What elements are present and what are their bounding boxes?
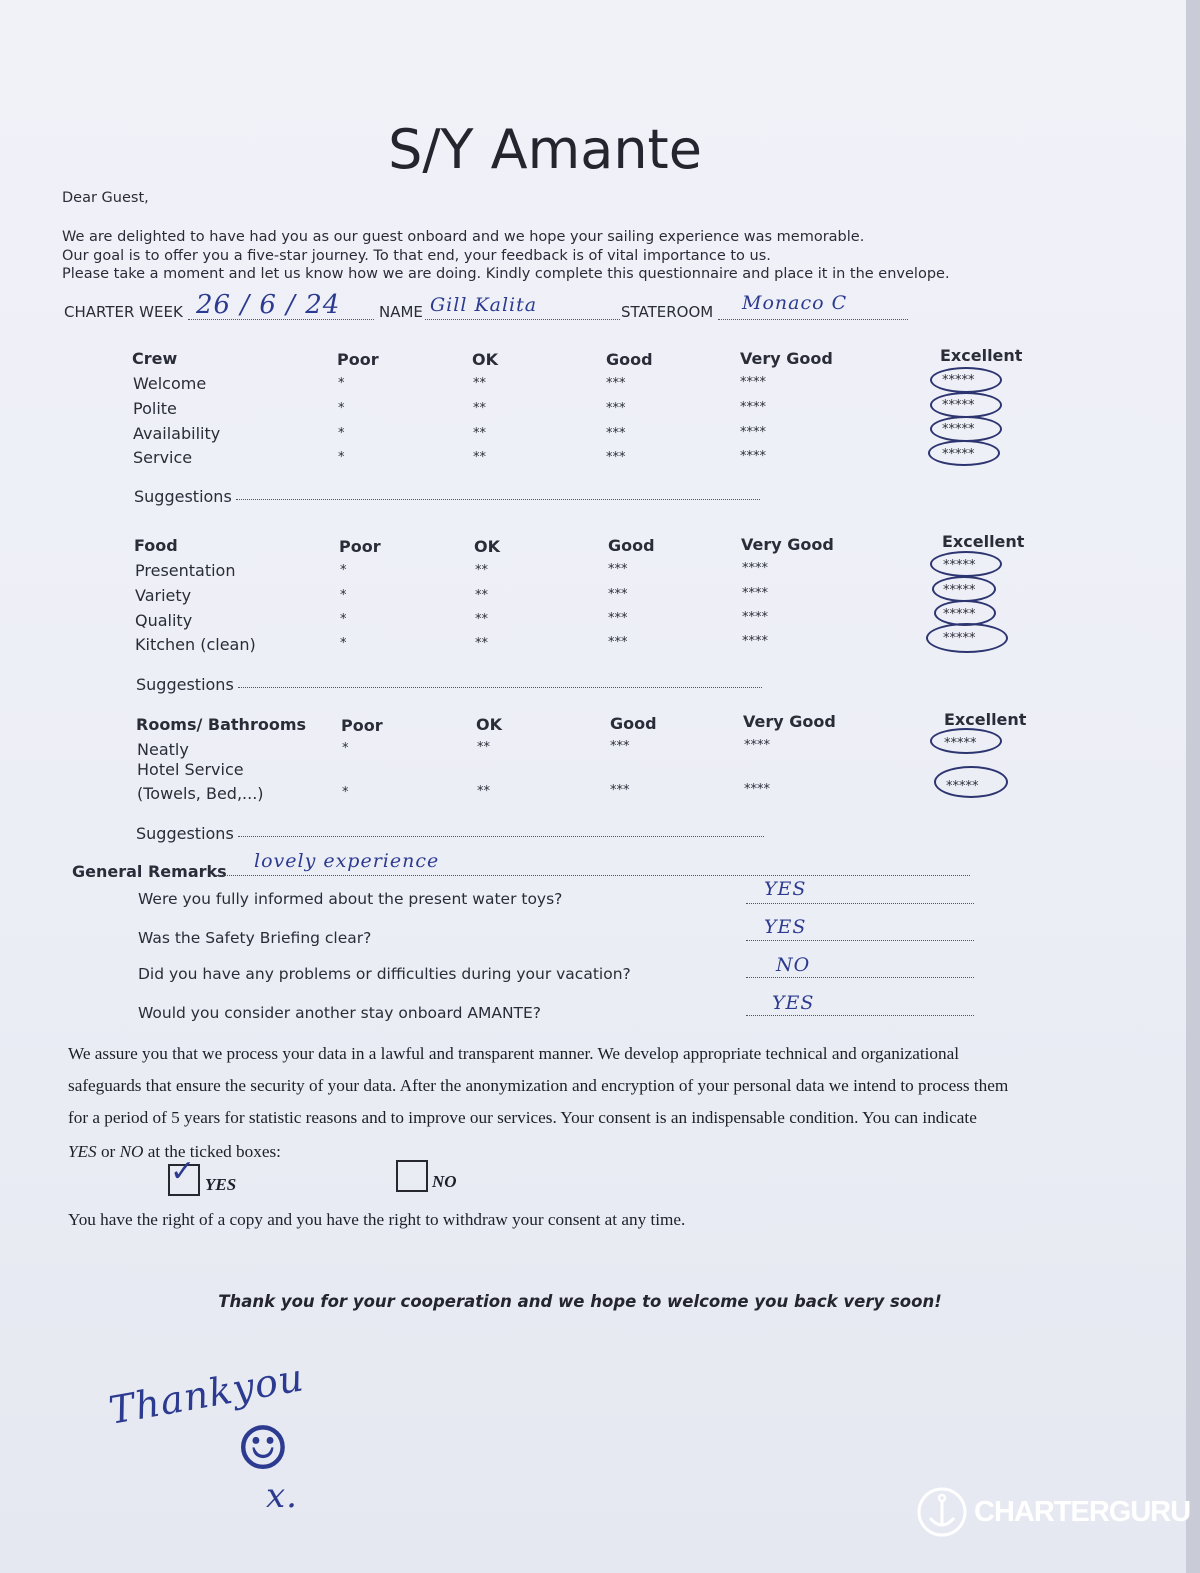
star-rating-5[interactable]: ***** [943,607,976,622]
star-rating-4[interactable]: **** [742,561,768,576]
charterguru-logo [916,1486,1190,1538]
anchor-icon [916,1486,968,1538]
star-rating-5[interactable]: ***** [942,447,975,462]
rooms-col-excellent: Excellent [944,710,1027,729]
crew-col-ok: OK [472,350,498,369]
intro-line-2: Our goal is to offer you a five-star journey. To that end, your feedback is of vital importance to us. [62,248,771,264]
question-problems: Did you have any problems or difficulties during your vacation? [138,965,631,983]
check-mark-icon: ✓ [170,1154,196,1189]
star-rating-3[interactable]: *** [608,635,628,650]
rooms-col-good: Good [610,714,657,733]
question-safety-briefing: Was the Safety Briefing clear? [138,929,372,947]
star-rating-1[interactable]: * [338,426,345,441]
star-rating-5[interactable]: ***** [942,398,975,413]
selected-rating-circle [930,392,1002,418]
rooms-row-hotel-service-detail: (Towels, Bed,...) [137,784,264,803]
star-rating-4[interactable]: **** [740,449,766,464]
answer-line [746,940,974,941]
handwritten-kiss: x. [266,1476,298,1516]
star-rating-2[interactable]: ** [475,588,488,603]
consent-yes-label: YES [205,1175,237,1194]
food-row-kitchen: Kitchen (clean) [135,635,256,654]
star-rating-2[interactable]: ** [477,740,490,755]
stateroom-value[interactable]: Monaco C [742,292,848,314]
rooms-col-ok: OK [476,715,502,734]
star-rating-2[interactable]: ** [477,784,490,799]
food-row-quality: Quality [135,611,193,630]
name-line [425,319,620,320]
legal-or-word: or [96,1142,120,1161]
star-rating-3[interactable]: *** [610,739,630,754]
food-suggestions-label: Suggestions [136,675,234,694]
food-suggestions-line[interactable] [238,687,762,688]
rooms-suggestions-label: Suggestions [136,824,234,843]
star-rating-5[interactable]: ***** [942,422,975,437]
legal-line-2: safeguards that ensure the security of your data. After the anonymization and encryption of your personal data we intend to process them [68,1076,1009,1095]
star-rating-3[interactable]: *** [606,401,626,416]
consent-no-checkbox[interactable] [396,1160,428,1192]
star-rating-1[interactable]: * [340,588,347,603]
answer-another-stay[interactable]: YES [772,992,815,1014]
star-rating-2[interactable]: ** [473,450,486,465]
star-rating-3[interactable]: *** [608,562,628,577]
star-rating-5[interactable]: ***** [943,558,976,573]
name-value[interactable]: Gill Kalita [430,294,538,316]
answer-line [746,977,974,978]
paper-edge [1186,0,1200,1573]
star-rating-5[interactable]: ***** [943,583,976,598]
general-remarks-label: General Remarks [72,862,227,881]
question-water-toys: Were you fully informed about the present water toys? [138,890,563,908]
star-rating-5[interactable]: ***** [946,779,979,794]
star-rating-4[interactable]: **** [740,375,766,390]
crew-col-poor: Poor [337,350,379,369]
salutation: Dear Guest, [62,190,149,206]
star-rating-4[interactable]: **** [744,782,770,797]
star-rating-1[interactable]: * [338,450,345,465]
crew-row-welcome: Welcome [133,374,207,393]
rooms-col-poor: Poor [341,716,383,735]
food-col-good: Good [608,536,655,555]
crew-col-very-good: Very Good [740,349,833,368]
intro-line-1: We are delighted to have had you as our guest onboard and we hope your sailing experience was memorable. [62,229,865,245]
star-rating-2[interactable]: ** [475,563,488,578]
selected-rating-circle [928,440,1000,466]
star-rating-1[interactable]: * [340,563,347,578]
crew-heading: Crew [132,349,178,368]
star-rating-3[interactable]: *** [608,587,628,602]
legal-no-word: NO [119,1142,144,1161]
withdraw-consent-text: You have the right of a copy and you have the right to withdraw your consent at any time. [68,1210,686,1229]
star-rating-1[interactable]: * [342,741,349,756]
star-rating-2[interactable]: ** [475,636,488,651]
food-row-variety: Variety [135,586,192,605]
stateroom-label: STATEROOM [621,303,714,321]
crew-row-polite: Polite [133,399,177,418]
food-heading: Food [134,536,178,555]
smiley-icon: ☺ [236,1414,291,1484]
page-title: S/Y Amante [388,118,702,181]
legal-line-3: for a period of 5 years for statistic reasons and to improve our services. Your consent is an indispensable condition. You can indicate [68,1108,977,1127]
consent-no-label: NO [432,1172,457,1191]
star-rating-3[interactable]: *** [606,376,626,391]
food-col-ok: OK [474,537,500,556]
crew-col-good: Good [606,350,653,369]
answer-problems[interactable]: NO [776,954,811,976]
star-rating-5[interactable]: ***** [944,736,977,751]
answer-line [746,1015,974,1016]
rooms-row-neatly: Neatly [137,740,189,759]
rooms-heading: Rooms/ Bathrooms [136,715,307,734]
star-rating-2[interactable]: ** [473,376,486,391]
watermark-text: CHARTERGURU [974,1495,1191,1528]
general-remarks-value[interactable]: lovely experience [254,850,440,872]
crew-col-excellent: Excellent [940,346,1023,365]
closing-message: Thank you for your cooperation and we hope to welcome you back very soon! [218,1292,942,1311]
star-rating-1[interactable]: * [342,785,349,800]
intro-line-3: Please take a moment and let us know how we are doing. Kindly complete this questionnaire and place it in the envelope. [62,266,950,282]
charter-week-value[interactable]: 26 / 6 / 24 [196,290,341,320]
charter-week-label: CHARTER WEEK [64,303,183,321]
selected-rating-circle [926,623,1008,653]
rooms-col-very-good: Very Good [743,712,836,731]
name-label: NAME [379,303,423,321]
crew-row-availability: Availability [133,424,221,443]
star-rating-3[interactable]: *** [606,426,626,441]
star-rating-1[interactable]: * [340,612,347,627]
legal-ticked-boxes-text: at the ticked boxes: [143,1142,281,1161]
handwritten-thankyou: Thankyou [105,1355,308,1433]
selected-rating-circle [930,551,1002,577]
star-rating-4[interactable]: **** [742,610,768,625]
legal-line-1: We assure you that we process your data in a lawful and transparent manner. We develop appropriate technical and organizational [68,1044,959,1063]
star-rating-2[interactable]: ** [473,401,486,416]
food-row-presentation: Presentation [135,561,236,580]
star-rating-2[interactable]: ** [473,426,486,441]
star-rating-4[interactable]: **** [742,634,768,649]
food-col-very-good: Very Good [741,535,834,554]
selected-rating-circle [930,728,1002,754]
star-rating-1[interactable]: * [340,636,347,651]
star-rating-2[interactable]: ** [475,612,488,627]
star-rating-5[interactable]: ***** [943,631,976,646]
rooms-suggestions-line[interactable] [238,836,764,837]
answer-safety-briefing[interactable]: YES [764,916,807,938]
star-rating-4[interactable]: **** [740,425,766,440]
question-another-stay: Would you consider another stay onboard AMANTE? [138,1004,542,1022]
selected-rating-circle [930,416,1002,442]
legal-yes-word: YES [68,1142,97,1161]
star-rating-4[interactable]: **** [742,586,768,601]
food-col-excellent: Excellent [942,532,1025,551]
selected-rating-circle [930,367,1002,393]
star-rating-3[interactable]: *** [606,450,626,465]
answer-line [746,903,974,904]
star-rating-3[interactable]: *** [610,783,630,798]
star-rating-4[interactable]: **** [744,738,770,753]
crew-suggestions-line[interactable] [236,499,760,500]
star-rating-1[interactable]: * [338,376,345,391]
selected-rating-circle [934,766,1008,798]
food-col-poor: Poor [339,537,381,556]
crew-row-service: Service [133,448,193,467]
star-rating-5[interactable]: ***** [942,373,975,388]
crew-suggestions-label: Suggestions [134,487,232,506]
star-rating-4[interactable]: **** [740,400,766,415]
selected-rating-circle [932,576,996,602]
star-rating-1[interactable]: * [338,401,345,416]
general-remarks-line [216,875,970,876]
star-rating-3[interactable]: *** [608,611,628,626]
stateroom-line [718,319,908,320]
answer-water-toys[interactable]: YES [764,878,807,900]
rooms-row-hotel-service: Hotel Service [137,760,244,779]
